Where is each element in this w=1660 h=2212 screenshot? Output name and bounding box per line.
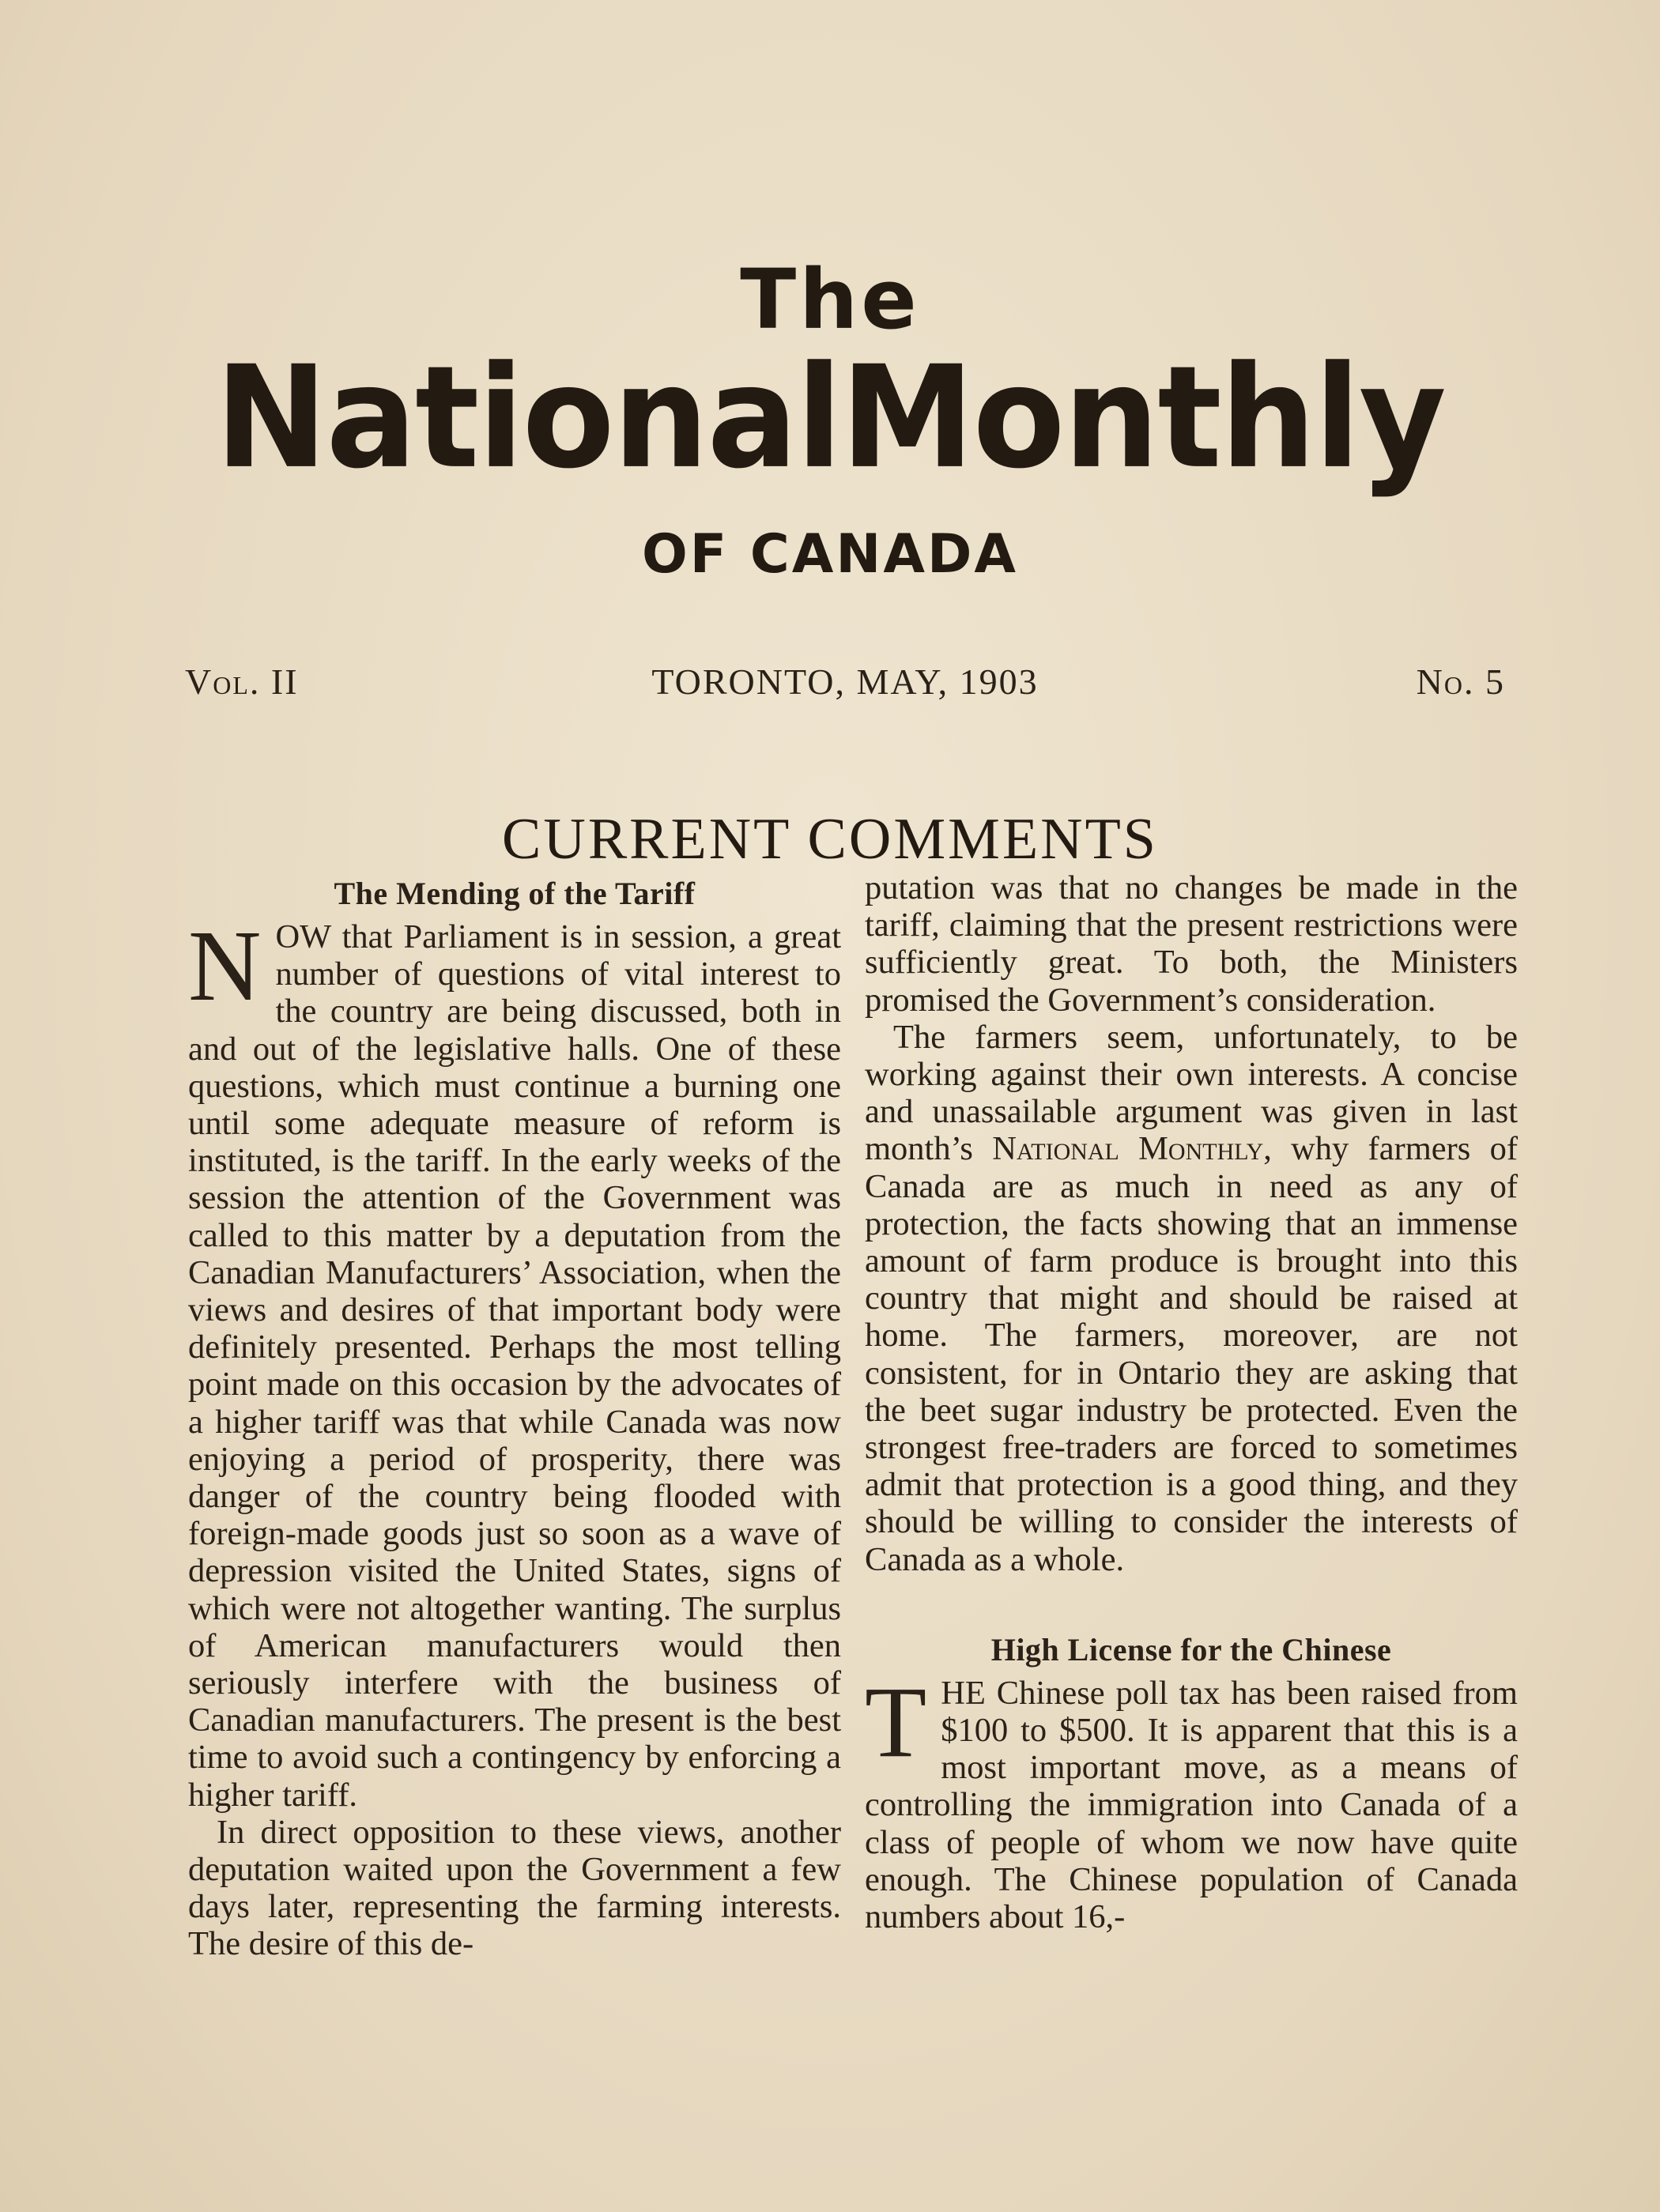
article-paragraph [865, 1019, 1518, 1578]
column-right [865, 869, 1518, 1935]
article-paragraph-continued: putation was that no changes be made in the tariff, claiming that the present restrictions were sufficiently great. To both, the Ministers promised the Government’s consideration. [865, 869, 1518, 1019]
article-paragraph [188, 910, 841, 1814]
paragraph-text: , why farmers of Canada are as much in need as any of protection, the facts showing that an immense amount of farm produce is brought into this country that might and should be raised at home. The farmers, moreover, are not consistent, for in Ontario they are asking that the beet sugar industry be protected. Even the strongest free-traders are forced to sometimes admit that protection is a good thing, and they should be willing to consider the interests of Canada as a whole. [865, 1130, 1518, 1578]
paragraph-text: OW that Parliament is in session, a great number of questions of vital interest to the country are being discussed, both in and out of the legislative halls. One of these questions, which must continue a burning one until some adequate measure of reform is instituted, is the tariff. In the early weeks of the session the attention of the Government was called to this matter by a deputation from the Canadian Manufacturers’ Association, when the views and desires of that important body were definitely presented. Perhaps the most telling point made on this occasion by the advocates of a higher tariff was that while Canada was now enjoying a period of prosperity, there was danger of the country being flooded with foreign-made goods just so soon as a wave of depression visited the United States, signs of which were not altogether wanting. The surplus of American manufacturers would then seriously interfere with the business of Canadian manufacturers. The present is the best time to avoid such a contingency by enforcing a higher tariff. [188, 918, 841, 1814]
article-heading-chinese: High License for the Chinese [990, 1631, 1392, 1667]
masthead-title: NationalMonthly [215, 336, 1445, 500]
paragraph-text: HE Chinese poll tax has been raised from $100 to $500. It is apparent that this is a most important move, as a means of controlling the immigration into Canada of a class of people of whom we now have quite enough. The Chinese population of Canada numbers about 16,- [865, 1674, 1518, 1936]
drop-cap: T [865, 1665, 927, 1778]
article-heading-tariff: The Mending of the Tariff [334, 876, 696, 911]
drop-cap: N [188, 910, 262, 1022]
masthead-subtitle: OF CANADA [641, 523, 1019, 586]
article-paragraph: In direct opposition to these views, another deputation waited upon the Government a few days later, representing the farming interests. The desire of this de- [188, 1813, 841, 1963]
volume-label: Vol. II [185, 661, 299, 702]
spacer [865, 1578, 1518, 1626]
paragraph-text: The farmers seem, unfortunately, to be working against their own interests. A concise and unassailable argument was given in last month’s [865, 1018, 1518, 1168]
article-paragraph [865, 1665, 1518, 1936]
place-date: TORONTO, MAY, 1903 [651, 661, 1039, 702]
section-title: CURRENT COMMENTS [502, 806, 1158, 872]
masthead-the: The [740, 251, 920, 348]
column-left [188, 869, 841, 1963]
magazine-name: National Monthly [992, 1130, 1264, 1168]
issue-number: No. 5 [1416, 661, 1505, 702]
